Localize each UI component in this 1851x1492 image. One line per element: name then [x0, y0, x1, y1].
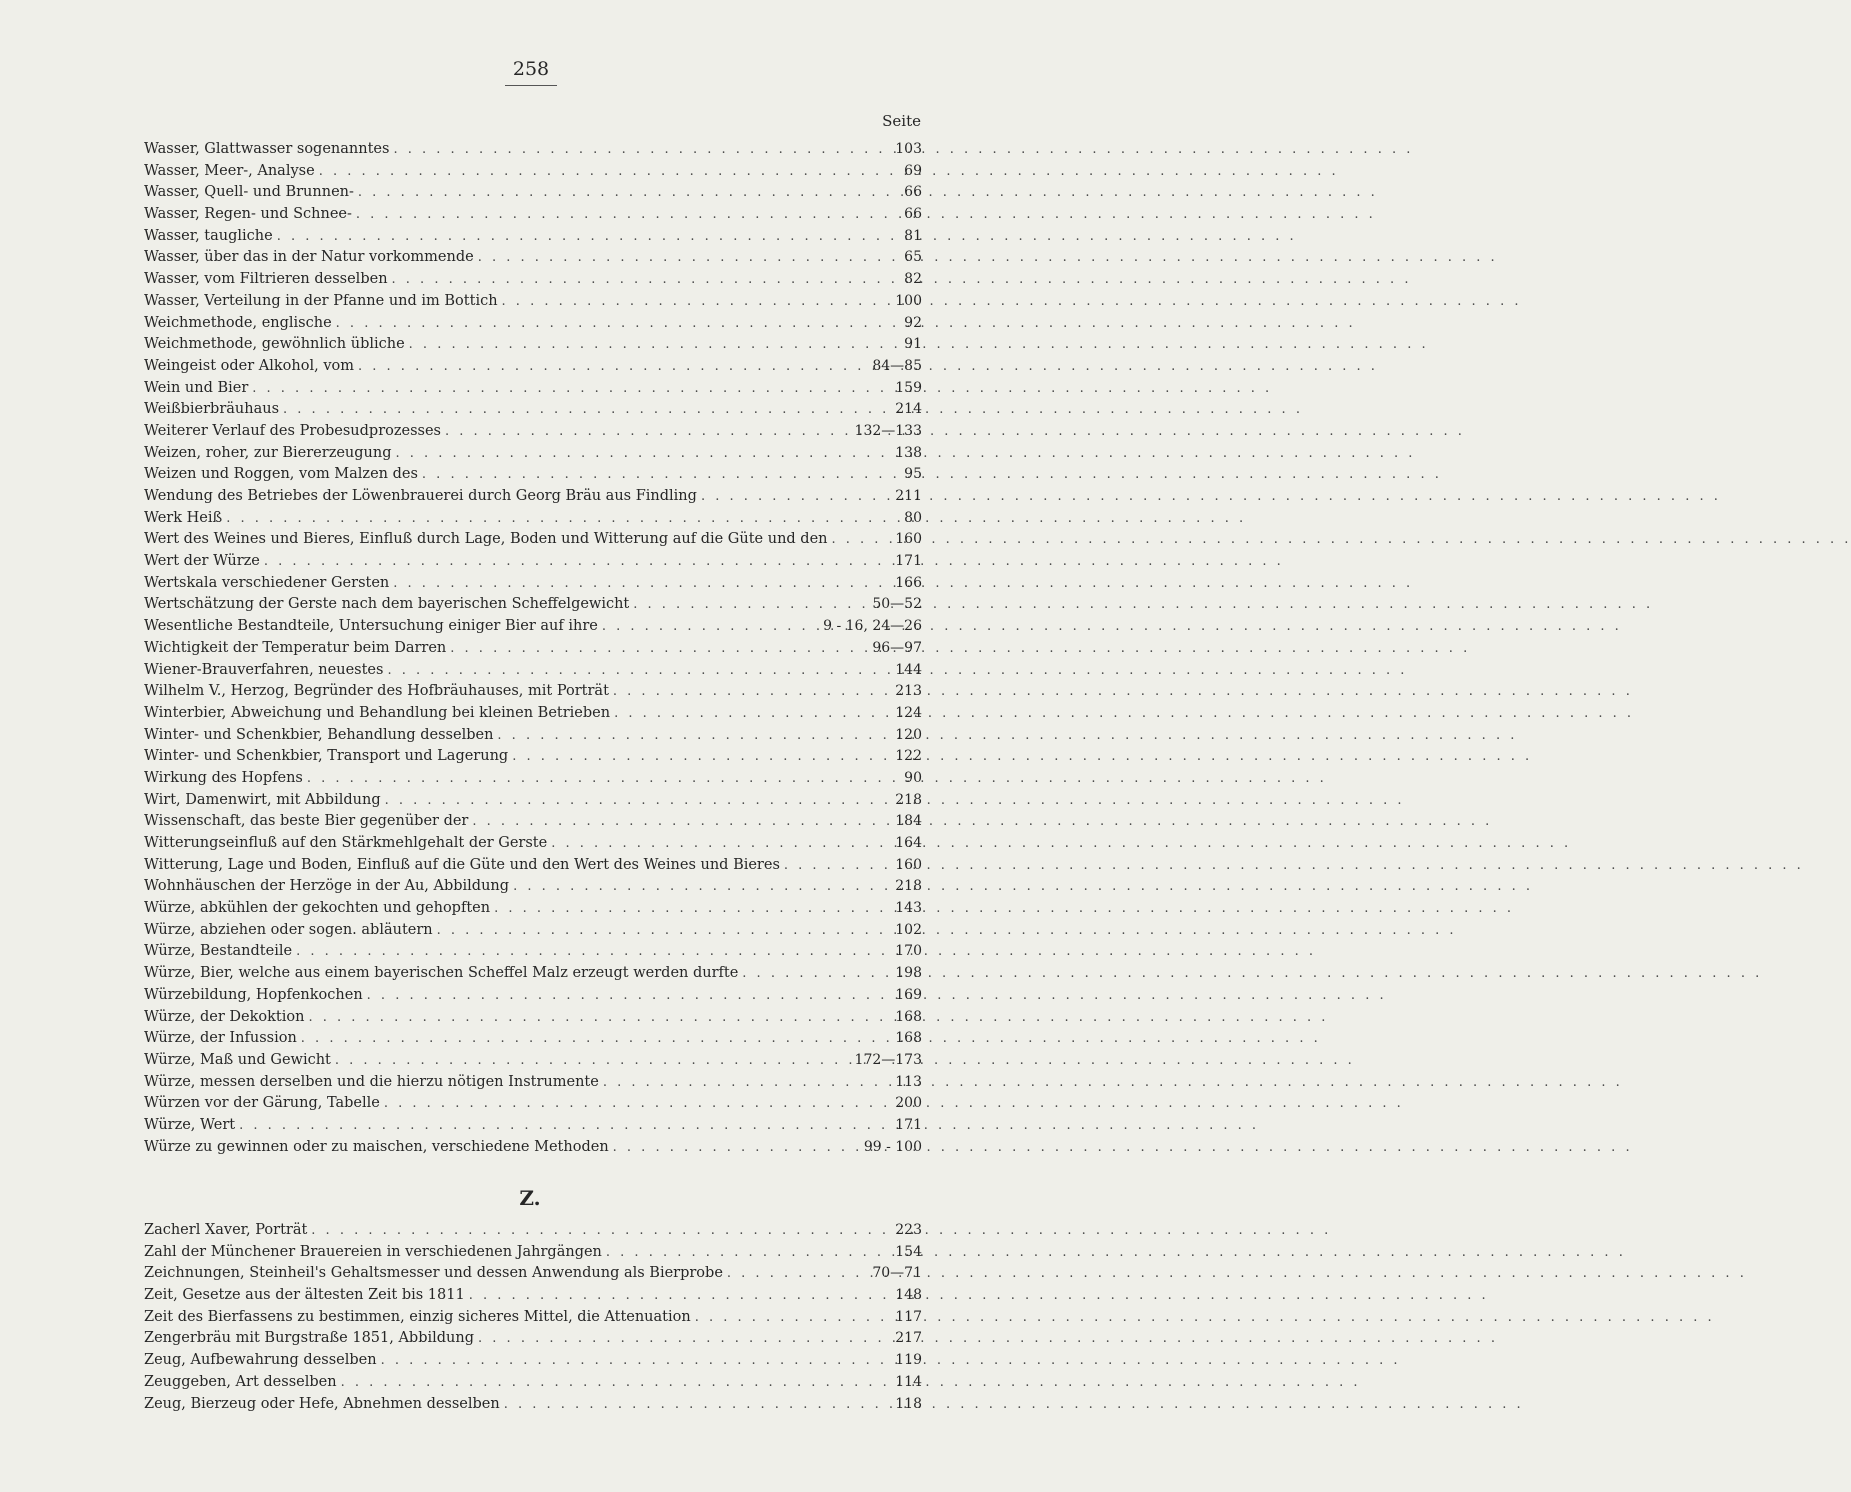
entry-pages: 223: [895, 1222, 922, 1238]
dot-leader: [396, 443, 892, 465]
entry-pages: 218: [895, 791, 922, 808]
entry-term: Wilhelm V., Herzog, Begründer des Hofbräuhauses, mit Porträt: [144, 683, 609, 700]
entry-pages: 122: [895, 748, 922, 765]
section-letter-z: Z.: [519, 1186, 541, 1210]
entry-term: Würze, der Dekoktion: [144, 1008, 305, 1025]
index-entry: [144, 313, 922, 335]
index-entry: [144, 464, 922, 486]
index-entry: [144, 876, 922, 898]
entry-pages: 118: [895, 1395, 922, 1412]
entry-term: Würzen vor der Gärung, Tabelle: [144, 1095, 380, 1112]
dot-leader: [341, 1372, 892, 1394]
dot-leader: [358, 356, 868, 378]
index-entry: [144, 1372, 922, 1394]
index-entry: [144, 551, 922, 573]
entry-term: Wiener-Brauverfahren, neuestes: [144, 661, 384, 678]
entry-pages: 184: [895, 813, 922, 830]
entry-term: Zeuggeben, Art desselben: [144, 1373, 337, 1390]
dot-leader: [469, 1285, 892, 1307]
entry-pages: 114: [895, 1373, 922, 1390]
index-entry: [144, 421, 922, 443]
dot-leader: [336, 313, 901, 335]
dot-leader: [603, 1072, 891, 1094]
entry-term: Witterungseinfluß auf den Stärkmehlgehalt der Gerste: [144, 835, 548, 851]
dot-leader: [478, 1328, 891, 1350]
entry-pages: 168: [895, 1008, 922, 1025]
dot-leader: [387, 660, 891, 682]
dot-leader: [393, 139, 891, 161]
entry-pages: 102: [895, 921, 922, 938]
dot-leader: [226, 508, 900, 530]
entry-pages: 66: [904, 184, 922, 201]
index-entry: [144, 746, 922, 768]
index-entry: [144, 182, 922, 204]
entry-term: Weizen, roher, zur Biererzeugung: [144, 444, 392, 461]
entry-term: Winter- und Schenkbier, Behandlung desselben: [144, 726, 494, 743]
index-entry: [144, 963, 922, 985]
entry-pages: 160: [895, 531, 922, 548]
index-entry: [144, 291, 922, 313]
index-entry: [144, 594, 922, 616]
entry-term: Zahl der Münchener Brauereien in verschiedenen Jahrgängen: [144, 1243, 602, 1260]
entry-pages: 69: [904, 162, 922, 179]
entry-term: Würze, messen derselben und die hierzu nötigen Instrumente: [144, 1073, 599, 1090]
dot-leader: [450, 638, 868, 660]
dot-leader: [296, 941, 891, 963]
entry-term: Würze zu gewinnen oder zu maischen, verschiedene Methoden: [144, 1138, 609, 1155]
index-entry: [144, 1115, 922, 1137]
entry-term: Würze, abziehen oder sogen. abläutern: [144, 921, 433, 938]
entry-term: Wertskala verschiedener Gersten: [144, 574, 390, 591]
index-entry: [144, 1093, 922, 1115]
entry-pages: 96—97: [872, 639, 922, 656]
entry-term: Winterbier, Abweichung und Behandlung bei kleinen Betrieben: [144, 704, 611, 721]
index-entry: [144, 334, 922, 356]
entry-term: Zeug, Bierzeug oder Hefe, Abnehmen desselben: [144, 1395, 500, 1412]
entry-term: Weichmethode, gewöhnlich übliche: [144, 336, 405, 353]
index-entry: [144, 725, 922, 747]
entry-pages: 119: [895, 1352, 922, 1369]
index-entry: [144, 161, 922, 183]
dot-leader: [695, 1307, 892, 1329]
index-entry: [144, 1028, 922, 1050]
index-section-w: [144, 139, 922, 1158]
dot-leader: [367, 985, 892, 1007]
entry-term: Zeit des Bierfassens zu bestimmen, einzig sicheres Mittel, die Attenuation: [144, 1308, 691, 1325]
entry-term: Wein und Bier: [144, 379, 249, 396]
entry-term: Wichtigkeit der Temperatur beim Darren: [144, 639, 447, 656]
dot-leader: [335, 1050, 851, 1072]
entry-term: Wesentliche Bestandteile, Untersuchung einiger Bier auf ihre: [144, 618, 598, 635]
index-entry: [144, 1307, 922, 1329]
index-entry: [144, 790, 922, 812]
entry-term: Würze, der Infussion: [144, 1030, 297, 1047]
index-entry: [144, 660, 922, 682]
dot-leader: [437, 920, 892, 942]
entry-term: Weingeist oder Alkohol, vom: [144, 357, 355, 374]
index-entry: [144, 833, 922, 855]
entry-term: Weichmethode, englische: [144, 314, 332, 331]
entry-term: Winter- und Schenkbier, Transport und Lagerung: [144, 748, 509, 765]
entry-term: Zacherl Xaver, Porträt: [144, 1222, 308, 1238]
dot-leader: [742, 963, 891, 985]
entry-term: Wasser, über das in der Natur vorkommende: [144, 249, 474, 266]
index-entry: [144, 247, 922, 269]
dot-leader: [358, 182, 900, 204]
entry-pages: 138: [895, 444, 922, 461]
entry-term: Würze, Wert: [144, 1116, 236, 1133]
entry-pages: 200: [895, 1095, 922, 1112]
index-entry: [144, 443, 922, 465]
index-entry: [144, 356, 922, 378]
entry-term: Wasser, Meer-, Analyse: [144, 162, 315, 179]
entry-pages: 66: [904, 206, 922, 223]
dot-leader: [504, 1394, 892, 1416]
dot-leader: [633, 594, 868, 616]
index-entry: [144, 204, 922, 226]
dot-leader: [252, 378, 891, 400]
entry-pages: 198: [895, 965, 922, 982]
entry-pages: 217: [895, 1330, 922, 1347]
entry-term: Witterung, Lage und Boden, Einfluß auf die Güte und den Wert des Weines und Bieres: [144, 856, 780, 873]
entry-term: Würze, Maß und Gewicht: [144, 1051, 331, 1068]
entry-term: Wendung des Betriebes der Löwenbrauerei durch Georg Bräu aus Findling: [144, 488, 697, 504]
entry-pages: 99 - 100: [863, 1138, 922, 1155]
entry-term: Würze, Bier, welche aus einem bayerischen Scheffel Malz erzeugt werden durfte: [144, 965, 739, 982]
entry-pages: 171: [895, 553, 922, 570]
dot-leader: [497, 725, 891, 747]
entry-term: Weiterer Verlauf des Probesudprozesses: [144, 422, 441, 439]
entry-pages: 171: [895, 1116, 922, 1133]
index-entry: [144, 1137, 922, 1159]
dot-leader: [613, 681, 891, 703]
index-entry: [144, 139, 922, 161]
dot-leader: [606, 1242, 891, 1264]
page-number: 258: [505, 58, 557, 86]
entry-pages: 218: [895, 878, 922, 895]
entry-term: Würze, Bestandteile: [144, 943, 293, 960]
entry-pages: 169: [895, 986, 922, 1003]
entry-pages: 9 - 16, 24—26: [823, 618, 922, 635]
index-entry: [144, 1263, 922, 1285]
dot-leader: [393, 573, 891, 595]
index-entry: [144, 486, 922, 508]
dot-leader: [385, 790, 892, 812]
index-entry: [144, 985, 922, 1007]
dot-leader: [239, 1115, 891, 1137]
entry-pages: 170: [895, 943, 922, 960]
index-section-z: [144, 1220, 922, 1415]
dot-leader: [319, 161, 900, 183]
index-entry: [144, 508, 922, 530]
dot-leader: [513, 876, 891, 898]
index-entry: [144, 616, 922, 638]
dot-leader: [784, 855, 891, 877]
entry-pages: 95: [904, 466, 922, 483]
entry-pages: 81: [904, 227, 922, 244]
dot-leader: [384, 1093, 891, 1115]
entry-pages: 92: [904, 314, 922, 331]
entry-term: Zeug, Aufbewahrung desselben: [144, 1352, 377, 1369]
entry-pages: 214: [895, 401, 922, 418]
entry-term: Weißbierbräuhaus: [144, 401, 280, 418]
entry-pages: 164: [895, 835, 922, 851]
entry-term: Wasser, vom Filtrieren desselben: [144, 271, 388, 288]
entry-pages: 117: [895, 1308, 922, 1325]
entry-term: Würze, abkühlen der gekochten und gehopften: [144, 900, 491, 917]
entry-term: Weizen und Roggen, vom Malzen des: [144, 466, 418, 483]
column-header-seite: Seite: [882, 112, 921, 130]
dot-leader: [356, 204, 900, 226]
index-entry: [144, 1220, 922, 1242]
dot-leader: [494, 898, 891, 920]
index-entry: [144, 941, 922, 963]
index-entry: [144, 1328, 922, 1350]
dot-leader: [422, 464, 900, 486]
dot-leader: [264, 551, 891, 573]
index-entry: [144, 529, 922, 551]
index-entry: [144, 1050, 922, 1072]
index-entry: [144, 703, 922, 725]
index-entry: [144, 1394, 922, 1416]
dot-leader: [392, 269, 901, 291]
entry-pages: 172—173: [854, 1051, 922, 1068]
entry-pages: 113: [895, 1073, 922, 1090]
entry-term: Wasser, Glattwasser sogenanntes: [144, 141, 390, 157]
dot-leader: [614, 703, 891, 725]
entry-pages: 132—133: [854, 422, 922, 439]
index-entry: [144, 811, 922, 833]
dot-leader: [602, 616, 819, 638]
dot-leader: [311, 1220, 891, 1242]
entry-term: Wert der Würze: [144, 553, 260, 570]
index-entry: [144, 855, 922, 877]
index-entry: [144, 768, 922, 790]
entry-pages: 211: [895, 488, 922, 504]
entry-term: Zeit, Gesetze aus der ältesten Zeit bis 1811: [144, 1287, 465, 1304]
dot-leader: [308, 1007, 891, 1029]
entry-term: Wasser, Verteilung in der Pfanne und im Bottich: [144, 292, 498, 309]
entry-pages: 65: [904, 249, 922, 266]
entry-pages: 80: [904, 509, 922, 526]
dot-leader: [283, 399, 891, 421]
entry-pages: 168: [895, 1030, 922, 1047]
entry-term: Zeichnungen, Steinheil's Gehaltsmesser und dessen Anwendung als Bierprobe: [144, 1265, 723, 1282]
entry-term: Wertschätzung der Gerste nach dem bayerischen Scheffelgewicht: [144, 596, 630, 613]
dot-leader: [613, 1137, 860, 1159]
index-entry: [144, 399, 922, 421]
entry-pages: 144: [895, 661, 922, 678]
entry-term: Wasser, taugliche: [144, 227, 273, 244]
entry-term: Wissenschaft, das beste Bier gegenüber der: [144, 813, 469, 830]
entry-pages: 82: [904, 271, 922, 288]
entry-pages: 100: [895, 292, 922, 309]
entry-pages: 84—85: [872, 357, 922, 374]
entry-pages: 70—71: [872, 1265, 922, 1282]
entry-pages: 154: [895, 1243, 922, 1260]
dot-leader: [832, 529, 892, 551]
entry-term: Wohnhäuschen der Herzöge in der Au, Abbildung: [144, 878, 510, 895]
dot-leader: [478, 247, 900, 269]
index-entry: [144, 898, 922, 920]
entry-term: Wert des Weines und Bieres, Einfluß durch Lage, Boden und Witterung auf die Güte und den: [144, 531, 828, 548]
entry-term: Wirt, Damenwirt, mit Abbildung: [144, 791, 381, 808]
dot-leader: [472, 811, 891, 833]
entry-pages: 143: [895, 900, 922, 917]
index-entry: [144, 1350, 922, 1372]
index-entry: [144, 1285, 922, 1307]
entry-term: Wirkung des Hopfens: [144, 769, 303, 786]
entry-term: Zengerbräu mit Burgstraße 1851, Abbildung: [144, 1330, 475, 1347]
index-entry: [144, 378, 922, 400]
dot-leader: [307, 768, 900, 790]
entry-pages: 160: [895, 856, 922, 873]
index-entry: [144, 226, 922, 248]
index-entry: [144, 1007, 922, 1029]
dot-leader: [277, 226, 900, 248]
dot-leader: [409, 334, 901, 356]
dot-leader: [551, 833, 891, 855]
index-entry: [144, 681, 922, 703]
dot-leader: [727, 1263, 868, 1285]
entry-pages: 124: [895, 704, 922, 721]
entry-pages: 159: [895, 379, 922, 396]
entry-term: Würzebildung, Hopfenkochen: [144, 986, 363, 1003]
entry-pages: 50—52: [872, 596, 922, 613]
index-entry: [144, 1242, 922, 1264]
entry-pages: 103: [895, 141, 922, 157]
dot-leader: [445, 421, 851, 443]
index-entry: [144, 638, 922, 660]
entry-term: Wasser, Regen- und Schnee-: [144, 206, 352, 223]
index-entry: [144, 269, 922, 291]
entry-term: Werk Heiß: [144, 509, 223, 526]
dot-leader: [301, 1028, 891, 1050]
index-entry: [144, 573, 922, 595]
dot-leader: [502, 291, 892, 313]
index-entry: [144, 1072, 922, 1094]
index-entry: [144, 920, 922, 942]
entry-pages: 90: [904, 769, 922, 786]
entry-pages: 166: [895, 574, 922, 591]
dot-leader: [701, 486, 891, 508]
entry-term: Wasser, Quell- und Brunnen-: [144, 184, 354, 201]
dot-leader: [512, 746, 891, 768]
dot-leader: [381, 1350, 892, 1372]
entry-pages: 91: [904, 336, 922, 353]
entry-pages: 120: [895, 726, 922, 743]
entry-pages: 213: [895, 683, 922, 700]
entry-pages: 148: [895, 1287, 922, 1304]
